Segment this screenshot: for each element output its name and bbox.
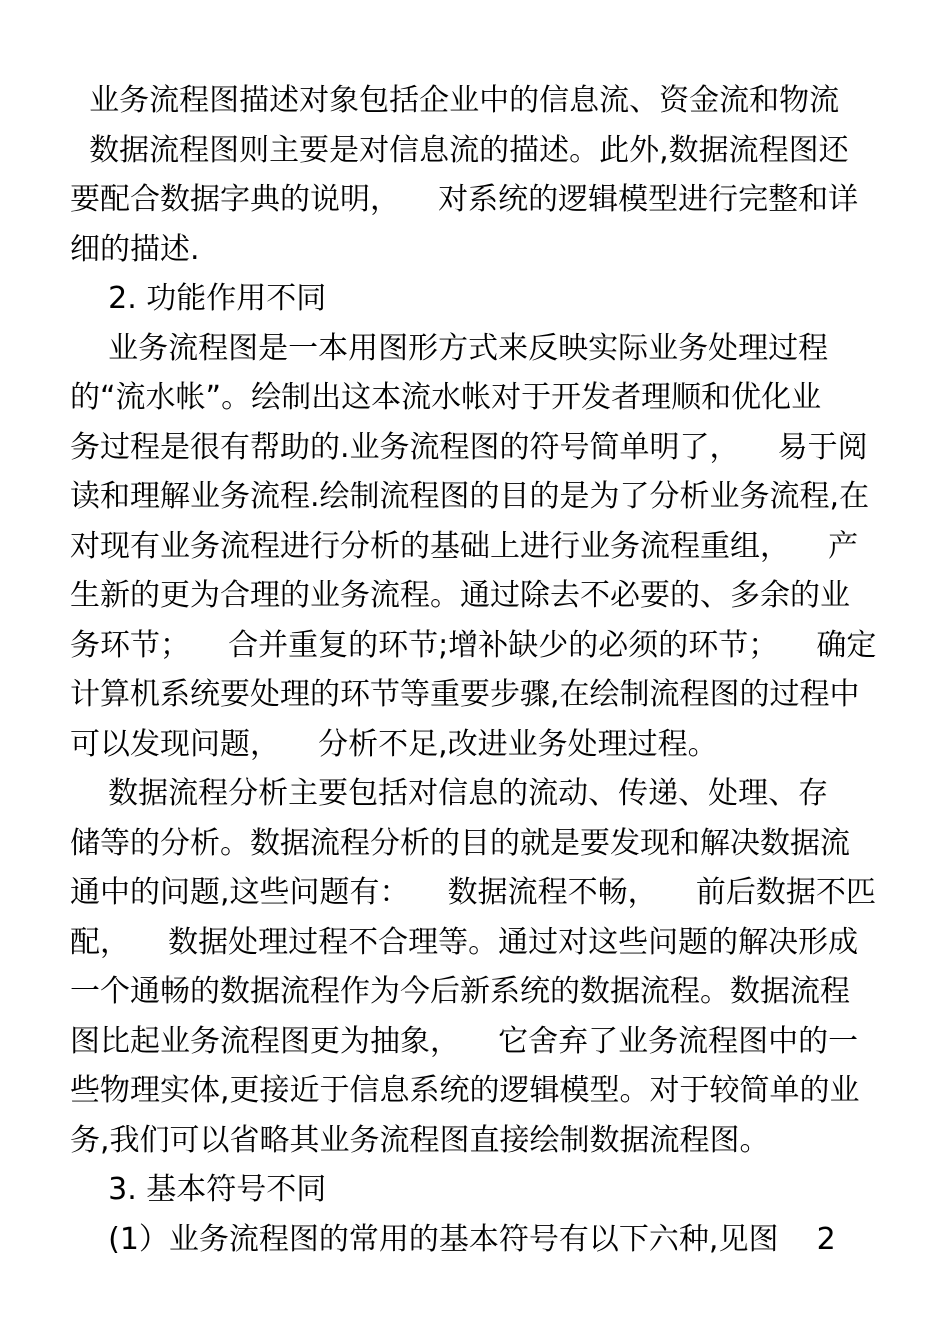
heading-line: 2. 功能作用不同: [70, 281, 327, 316]
text-line: 读和理解业务流程.绘制流程图的目的是为了分析业务流程,在: [70, 479, 870, 514]
paragraph-flow-objects: [70, 76, 880, 274]
text-line: 业务流程图描述对象包括企业中的信息流、资金流和物流: [70, 83, 840, 118]
section-heading-3: [70, 1165, 880, 1215]
text-line: 业务流程图是一本用图形方式来反映实际业务处理过程: [70, 330, 829, 366]
text-line: 要配合数据字典的说明， 对系统的逻辑模型进行完整和详: [70, 182, 859, 217]
text-line: 图比起业务流程图更为抽象， 它舍弃了业务流程图中的一: [70, 1023, 859, 1059]
text-line: 数据流程分析主要包括对信息的流动、传递、处理、存: [70, 776, 829, 811]
text-line: 务过程是很有帮助的.业务流程图的符号简单明了， 易于阅: [70, 429, 868, 465]
text-line: 对现有业务流程进行分析的基础上进行业务流程重组， 产: [70, 528, 859, 564]
text-line: 数据流程图则主要是对信息流的描述。此外,数据流程图还: [70, 132, 849, 168]
text-line: 生新的更为合理的业务流程。通过除去不必要的、多余的业: [70, 578, 850, 613]
heading-line: 3. 基本符号不同: [70, 1172, 327, 1207]
text-line: 配， 数据处理过程不合理等。通过对这些问题的解决形成: [70, 924, 859, 960]
text-line: 通中的问题,这些问题有： 数据流程不畅， 前后数据不匹: [70, 875, 876, 910]
section-heading-2: [70, 274, 880, 324]
paragraph-data-flow-analysis: [70, 769, 880, 1165]
text-line: 些物理实体,更接近于信息系统的逻辑模型。对于较简单的业: [70, 1073, 860, 1108]
text-line: 务环节； 合并重复的环节;增补缺少的必须的环节； 确定: [70, 627, 877, 663]
text-line: 一个通畅的数据流程作为今后新系统的数据流程。数据流程: [70, 974, 850, 1009]
text-line: 细的描述.: [70, 231, 200, 267]
text-line: 储等的分析。数据流程分析的目的就是要发现和解决数据流: [70, 825, 850, 861]
text-line: (1）业务流程图的常用的基本符号有以下六种,见图 2: [70, 1221, 836, 1257]
paragraph-business-flow-chart: [70, 324, 880, 770]
text-line: 计算机系统要处理的环节等重要步骤,在绘制流程图的过程中: [70, 677, 860, 712]
text-line: 可以发现问题， 分析不足,改进业务处理过程。: [70, 726, 718, 762]
text-line: 的“流水帐”。绘制出这本流水帐对于开发者理顺和优化业: [70, 380, 822, 415]
paragraph-basic-symbols: [70, 1215, 880, 1265]
text-line: 务,我们可以省略其业务流程图直接绘制数据流程图。: [70, 1122, 770, 1158]
